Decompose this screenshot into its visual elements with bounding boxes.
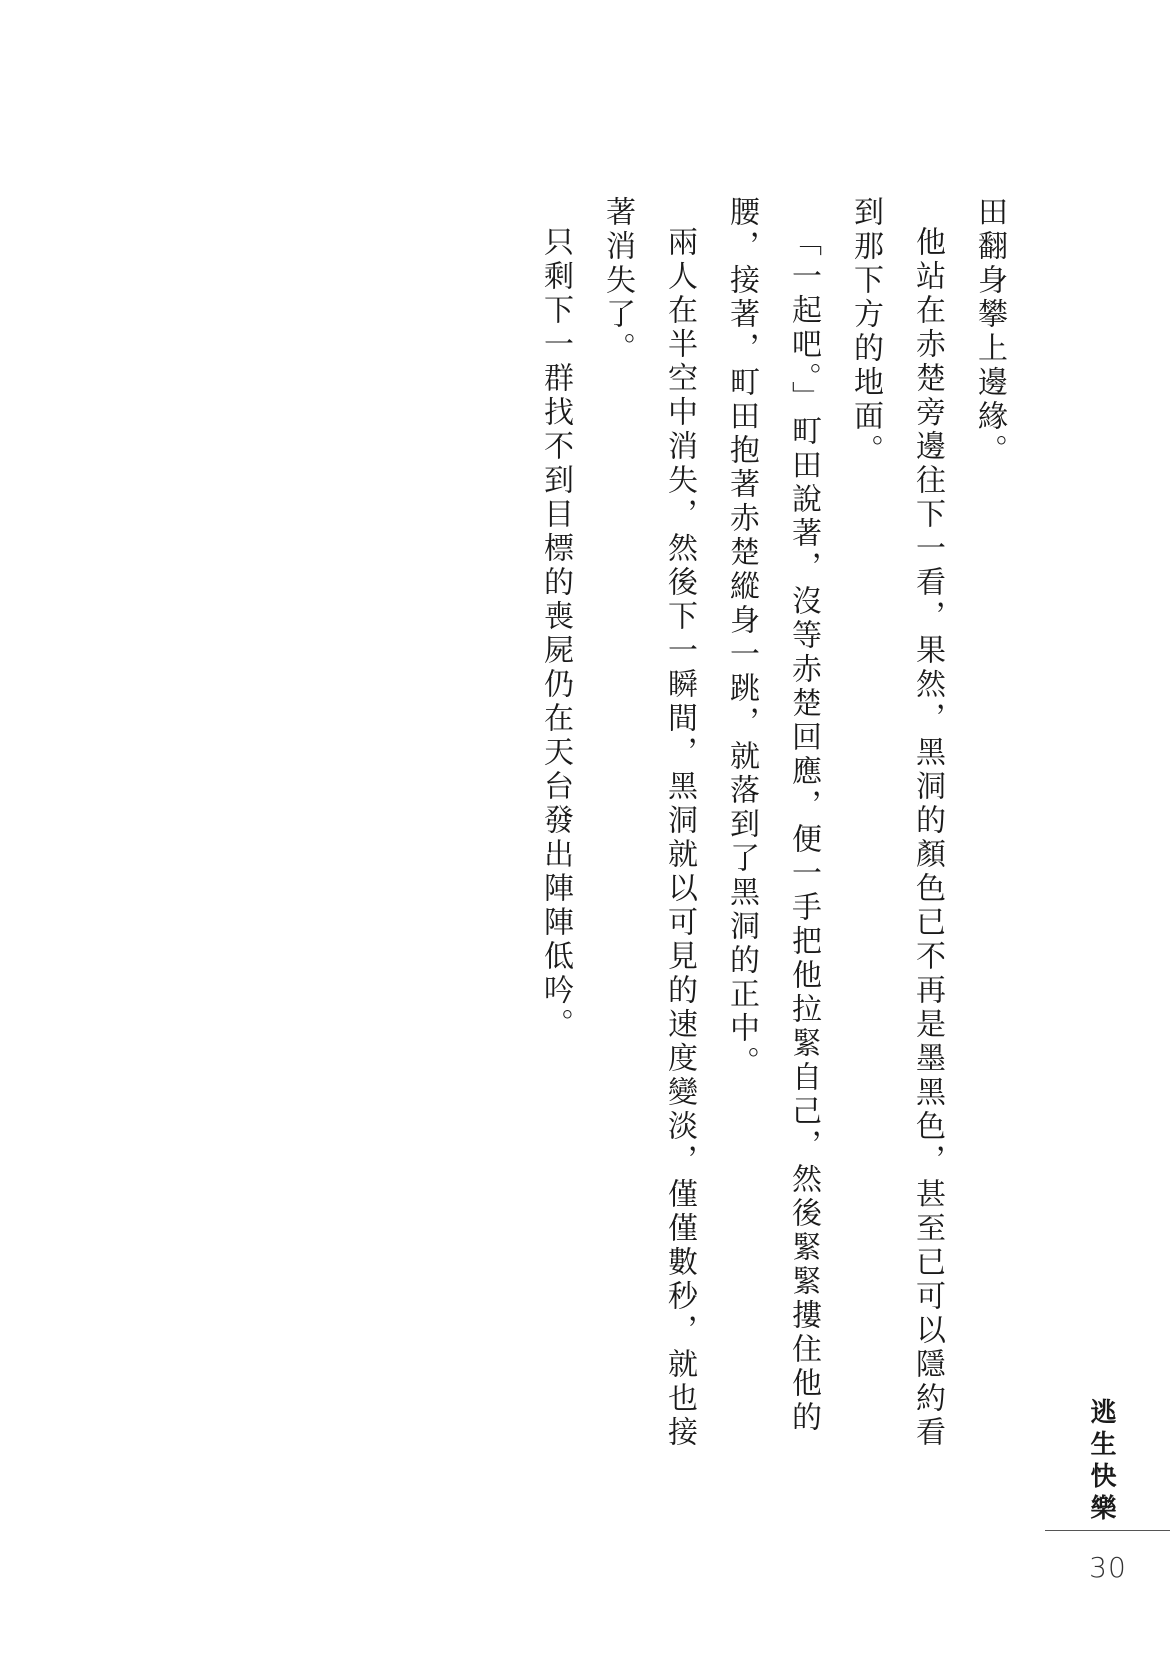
folio-rule [1045,1530,1170,1531]
paragraph: 只剩下一群找不到目標的喪屍仍在天台發出陣陣低吟。 [538,226,573,1042]
running-head-title: 逃生快樂 [1086,1398,1116,1526]
paragraph: 「一起吧。」町田說著，沒等赤楚回應，便一手把他拉緊自己，然後緊緊摟住他的腰，接著，町田抱著赤楚縱身一跳，就落到了黑洞的正中。 [724,196,821,1435]
paragraph-continued: 田翻身攀上邊緣。 [972,196,1007,468]
paragraph: 兩人在半空中消失，然後下一瞬間，黑洞就以可見的速度變淡，僅僅數秒，就也接著消失了。 [600,196,697,1450]
paragraph: 他站在赤楚旁邊往下一看，果然，黑洞的顏色已不再是墨黑色，甚至已可以隱約看到那下方的地面。 [848,196,945,1450]
page-number: 30 [1089,1551,1127,1584]
body-text [538,196,1020,1466]
